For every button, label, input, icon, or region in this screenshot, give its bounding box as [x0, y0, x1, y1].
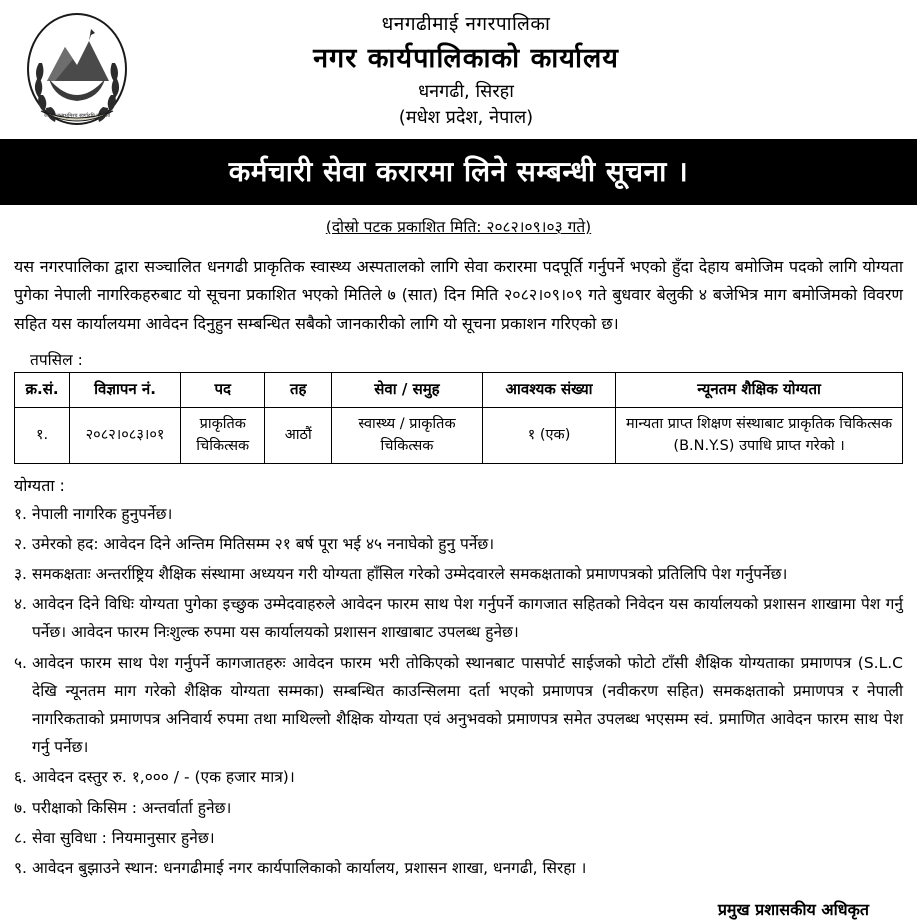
header-text-block — [135, 10, 917, 129]
list-item-text: परीक्षाको किसिम : अन्तर्वार्ता हुनेछ। — [32, 798, 232, 817]
cell-advertisement-number: २०८२।०८३।०१ — [70, 407, 181, 463]
list-item-number: ७. — [14, 798, 27, 817]
notice-banner — [0, 139, 917, 205]
list-item-number: २. — [14, 534, 27, 553]
list-item-number: ५. — [14, 653, 27, 672]
cell-serial-number: १. — [15, 407, 70, 463]
nepal-government-emblem-icon — [25, 11, 129, 129]
header-post: पद — [181, 373, 265, 407]
office-name: नगर कार्यपालिकाको कार्यालय — [313, 43, 619, 74]
header-serial-number: क्र.सं. — [15, 373, 70, 407]
table-row — [15, 407, 903, 463]
municipality-name: धनगढीमाई नगरपालिका — [381, 13, 551, 35]
document-body — [0, 253, 917, 920]
list-item-text: आवेदन दिने विधिः योग्यता पुगेका इच्छुक उम्मेदवाहरुले आवेदन फारम साथ पेश गर्नुपर्ने कागजात सहितको निवेदन यस कार्यालयको प्रशासन शाखामा पेश गर्नु पर्नेछ। आवेदन फारम निःशुल्क रुपमा यस कार्यालयको प्रशासन शाखाबाट उपलब्ध हुनेछ। — [32, 595, 903, 642]
list-item-text: आवेदन बुझाउने स्थान: धनगढीमाई नगर कार्यपालिकाको कार्यालय, प्रशासन शाखा, धनगढी, सिरहा । — [32, 859, 587, 878]
document-header — [0, 0, 917, 135]
header-advertisement-number: विज्ञापन नं. — [70, 373, 181, 407]
list-item — [14, 854, 903, 882]
intro-paragraph: यस नगरपालिका द्वारा सञ्चालित धनगढी प्राकृतिक स्वास्थ्य अस्पतालको लागि सेवा करारमा पदपूर्ति गर्नुपर्ने भएको हुँदा देहाय बमोजिम पदको लागि योग्यता पुगेका नेपाली नागरिकहरुबाट यो सूचना प्रकाशित भएको मितिले ७ (सात) दिन मिति २०८२।०९।०९ गते बुधवार बेलुकी ४ बजेभित्र माग बमोजिमको विवरण सहित यस कार्यालयमा आवेदन दिनुहुन सम्बन्धित सबैको जानकारीको लागि यो सूचना प्रकाशन गरिएको छ। — [14, 257, 903, 333]
notice-title: कर्मचारी सेवा करारमा लिने सम्बन्धी सूचना । — [228, 155, 689, 188]
list-item — [14, 763, 903, 791]
cell-service-group: स्वास्थ्य / प्राकृतिक चिकित्सक — [332, 407, 483, 463]
header-minimum-qualification: न्यूनतम शैक्षिक योग्यता — [616, 373, 903, 407]
signature-line: प्रमुख प्रशासकीय अधिकृत — [717, 900, 869, 920]
header-required-number: आवश्यक संख्या — [482, 373, 615, 407]
table-caption: तपसिल : — [30, 351, 83, 370]
published-date: (दोस्रो पटक प्रकाशित मिति: २०८२।०९।०३ गते) — [325, 218, 592, 236]
list-item-text: आवेदन दस्तुर रु. १,००० / - (एक हजार मात्र)। — [32, 768, 295, 787]
qualification-heading: योग्यता : — [14, 475, 65, 495]
table-header-row — [15, 373, 903, 407]
office-location: धनगढी, सिरहा — [418, 81, 514, 102]
list-item-number: ८. — [14, 828, 27, 847]
list-item — [14, 824, 903, 852]
cell-post: प्राकृतिक चिकित्सक — [181, 407, 265, 463]
list-item-number: ३. — [14, 565, 27, 583]
cell-minimum-qualification: मान्यता प्राप्त शिक्षण संस्थाबाट प्राकृतिक चिकित्सक (B.N.Y.S) उपाधि प्राप्त गरेको । — [616, 407, 903, 463]
office-province: (मधेश प्रदेश, नेपाल) — [398, 107, 534, 128]
list-item — [14, 794, 903, 822]
list-item — [14, 649, 903, 762]
list-item-number: ४. — [14, 595, 27, 614]
svg-text:जननी जन्मभूमिश्च स्वर्गादपि गर: जननी जन्मभूमिश्च स्वर्गादपि गरीयसी — [43, 112, 110, 119]
header-level: तह — [265, 373, 332, 407]
list-item — [14, 500, 903, 528]
qualification-list — [14, 500, 903, 883]
list-item-text: आवेदन फारम साथ पेश गर्नुपर्ने कागजातहरुः आवेदन फारम भरी तोकिएको स्थानबाट पासपोर्ट साईजको फोटो टाँसी शैक्षिक योग्यताका प्रमाणपत्र (S.L.C देखि न्यूनतम माग गरेको शैक्षिक योग्यता सम्मका) सम्बन्धित काउन्सिलमा दर्ता भएको प्रमाणपत्र (नवीकरण सहित) समकक्षताको प्रमाणपत्र र नेपाली नागरिकताको प्रमाणपत्र अनिवार्य रुपमा तथा माथिल्लो शैक्षिक योग्यता एवं अनुभवको प्रमाणपत्र समेत उपलब्ध भएसम्म स्वं. प्रमाणित आवेदन फारम साथ पेश गर्नु पर्नेछ। — [32, 653, 903, 757]
cell-required-number: १ (एक) — [482, 407, 615, 463]
vacancy-table — [14, 372, 903, 463]
list-item-text: समकक्षताः अन्तर्राष्ट्रिय शैक्षिक संस्थामा अध्ययन गरी योग्यता हाँसिल गरेको उम्मेदवारले समकक्षताको प्रमाणपत्रको प्रतिलिपि पेश गर्नुपर्नेछ। — [32, 565, 788, 583]
list-item-number: ६. — [14, 768, 27, 787]
list-item — [14, 560, 903, 588]
cell-level: आठौं — [265, 407, 332, 463]
list-item — [14, 530, 903, 558]
list-item-number: १. — [14, 504, 27, 523]
list-item-text: सेवा सुविधा : नियमानुसार हुनेछ। — [32, 828, 215, 847]
header-service-group: सेवा / समुह — [332, 373, 483, 407]
emblem-container — [0, 11, 135, 129]
list-item — [14, 590, 903, 646]
list-item-number: ९. — [14, 859, 27, 878]
list-item-text: नेपाली नागरिक हुनुपर्नेछ। — [32, 504, 173, 523]
list-item-text: उमेरको हद: आवेदन दिने अन्तिम मितिसम्म २१ बर्ष पूरा भई ४५ ननाघेको हुनु पर्नेछ। — [32, 534, 495, 553]
